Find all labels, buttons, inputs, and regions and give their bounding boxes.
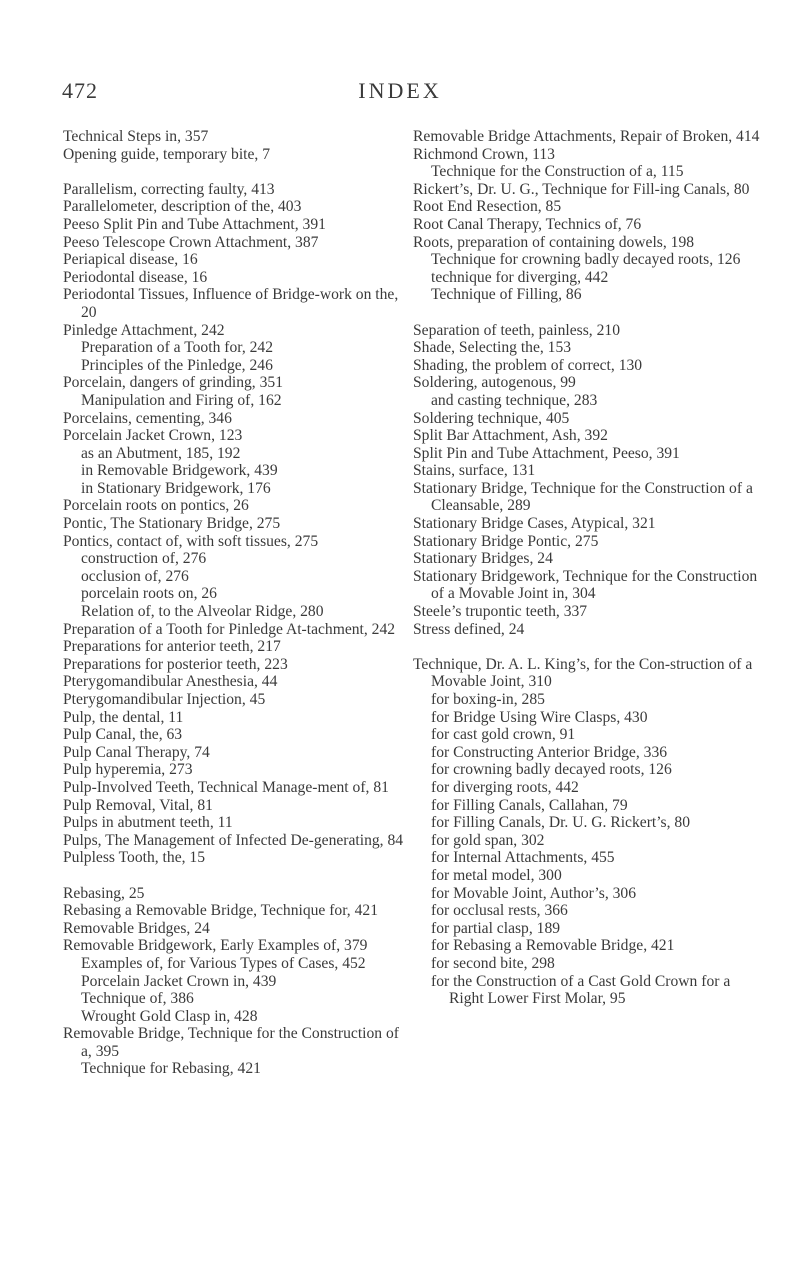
index-entry: Pulps in abutment teeth, 11 [63, 814, 233, 832]
index-entry: Rebasing a Removable Bridge, Technique for, 421 [63, 902, 378, 920]
index-subentry: for partial clasp, 189 [431, 919, 561, 937]
index-entry: Pulpless Tooth, the, 15 [63, 849, 206, 867]
index-subentry: construction of, 276 [81, 550, 207, 568]
index-entry: Porcelain, dangers of grinding, 351 [63, 374, 283, 392]
page-title: INDEX [358, 78, 442, 103]
index-entry: Technical Steps in, 357 [63, 128, 209, 145]
index-subentry: for metal model, 300 [431, 866, 562, 884]
index-subentry: for Constructing Anterior Bridge, 336 [431, 743, 668, 761]
index-entry: Pulps, The Management of Infected De-generating, 84 [63, 831, 404, 849]
index-entry: Pulp Removal, Vital, 81 [63, 796, 213, 814]
index-subentry: Technique for the Construction of a, 115 [431, 163, 684, 181]
index-entry: Pterygomandibular Injection, 45 [63, 691, 266, 708]
index-subentry: Relation of, to the Alveolar Ridge, 280 [81, 603, 324, 621]
index-entry: Pulp-Involved Teeth, Technical Manage-ment of, 81 [63, 778, 389, 796]
index-subentry: for Filling Canals, Dr. U. G. Rickert’s, 80 [431, 814, 691, 832]
index-entry: Stationary Bridge Pontic, 275 [413, 532, 599, 550]
index-subentry: Principles of the Pinledge, 246 [81, 356, 273, 374]
index-entry: Soldering technique, 405 [413, 409, 570, 427]
index-entry: Stationary Bridge Cases, Atypical, 321 [413, 515, 656, 533]
index-entry: Stains, surface, 131 [413, 462, 536, 480]
index-subentry: for second bite, 298 [431, 954, 555, 972]
index-subentry: Technique for Rebasing, 421 [81, 1060, 261, 1078]
index-subentry: and casting technique, 283 [431, 391, 598, 409]
index-subentry: for Filling Canals, Callahan, 79 [431, 796, 628, 814]
index-spacer [63, 163, 408, 181]
index-subentry: for occlusal rests, 366 [431, 902, 568, 920]
index-subentry: for Bridge Using Wire Clasps, 430 [431, 708, 648, 726]
index-entry: Shade, Selecting the, 153 [413, 339, 572, 357]
page-number: 472 [62, 78, 98, 103]
index-entry: Pontics, contact of, with soft tissues, 275 [63, 532, 319, 550]
index-subentry: Examples of, for Various Types of Cases, 452 [81, 954, 366, 972]
index-entry: Preparations for posterior teeth, 223 [63, 655, 288, 673]
index-entry: Peeso Split Pin and Tube Attachment, 391 [63, 215, 326, 233]
index-entry: Removable Bridges, 24 [63, 919, 210, 937]
index-subentry: Manipulation and Firing of, 162 [81, 391, 282, 409]
index-subentry: Technique of Filling, 86 [431, 286, 582, 304]
index-subentry: Wrought Gold Clasp in, 428 [81, 1007, 258, 1025]
index-entry: Preparations for anterior teeth, 217 [63, 638, 281, 656]
index-spacer [413, 304, 765, 322]
index-entry: Stress defined, 24 [413, 620, 525, 638]
index-entry: Roots, preparation of containing dowels, 198 [413, 233, 695, 251]
index-entry: Split Bar Attachment, Ash, 392 [413, 427, 608, 445]
index-subentry: Porcelain Jacket Crown in, 439 [81, 972, 277, 990]
index-entry: Steele’s trupontic teeth, 337 [413, 603, 588, 621]
index-subentry: for Movable Joint, Author’s, 306 [431, 884, 637, 902]
index-subentry: Preparation of a Tooth for, 242 [81, 339, 274, 357]
index-entry: Removable Bridge Attachments, Repair of Broken, 414 [413, 128, 760, 145]
index-subentry: in Removable Bridgework, 439 [81, 462, 278, 480]
index-entry: Parallelometer, description of the, 403 [63, 198, 302, 216]
index-entry: Removable Bridge, Technique for the Construction of a, 395 [63, 1025, 399, 1060]
index-entry: Preparation of a Tooth for Pinledge At-tachment, 242 [63, 620, 396, 638]
index-entry: Pinledge Attachment, 242 [63, 321, 225, 339]
index-entry: Opening guide, temporary bite, 7 [63, 145, 270, 163]
index-entry: Root Canal Therapy, Technics of, 76 [413, 215, 642, 233]
index-entry: Pulp Canal, the, 63 [63, 726, 183, 744]
index-subentry: technique for diverging, 442 [431, 268, 609, 286]
index-subentry: for crowning badly decayed roots, 126 [431, 761, 672, 779]
index-column-left [63, 128, 408, 1078]
index-entry: Periodontal Tissues, Influence of Bridge-work on the, 20 [63, 286, 399, 321]
index-entry: Separation of teeth, painless, 210 [413, 321, 620, 339]
index-entry: Pulp, the dental, 11 [63, 708, 184, 726]
index-entry: Soldering, autogenous, 99 [413, 374, 576, 392]
index-subentry: as an Abutment, 185, 192 [81, 444, 241, 462]
index-entry: Pterygomandibular Anesthesia, 44 [63, 673, 278, 691]
index-entry: Pulp Canal Therapy, 74 [63, 743, 210, 761]
index-subentry: for Internal Attachments, 455 [431, 849, 615, 867]
index-subentry: for boxing-in, 285 [431, 691, 545, 708]
index-entry: Shading, the problem of correct, 130 [413, 356, 643, 374]
index-subentry: for diverging roots, 442 [431, 778, 579, 796]
index-entry: Rickert’s, Dr. U. G., Technique for Fill-ing Canals, 80 [413, 180, 750, 198]
index-entry: Split Pin and Tube Attachment, Peeso, 391 [413, 444, 680, 462]
index-entry: Technique, Dr. A. L. King’s, for the Con-struction of a Movable Joint, 310 [413, 655, 753, 691]
index-entry: Porcelain roots on pontics, 26 [63, 497, 249, 515]
index-subentry: Technique of, 386 [81, 990, 194, 1008]
index-entry: Stationary Bridgework, Technique for the Construction of a Movable Joint in, 304 [413, 567, 758, 603]
index-entry: Rebasing, 25 [63, 884, 145, 902]
index-entry: Pontic, The Stationary Bridge, 275 [63, 515, 281, 533]
index-entry: Root End Resection, 85 [413, 198, 562, 216]
index-subentry: occlusion of, 276 [81, 567, 189, 585]
index-entry: Peeso Telescope Crown Attachment, 387 [63, 233, 319, 251]
index-subentry: Technique for crowning badly decayed roots, 126 [431, 251, 741, 269]
index-entry: Periodontal disease, 16 [63, 268, 208, 286]
index-subentry: for the Construction of a Cast Gold Crown for a Right Lower First Molar, 95 [431, 972, 731, 1008]
index-subentry: for cast gold crown, 91 [431, 726, 576, 744]
index-entry: Stationary Bridge, Technique for the Construction of a Cleansable, 289 [413, 479, 753, 515]
index-entry: Parallelism, correcting faulty, 413 [63, 180, 275, 198]
index-subentry: porcelain roots on, 26 [81, 585, 217, 603]
index-subentry: in Stationary Bridgework, 176 [81, 479, 271, 497]
index-subentry: for gold span, 302 [431, 831, 545, 849]
index-entry: Pulp hyperemia, 273 [63, 761, 193, 779]
index-entry: Richmond Crown, 113 [413, 145, 555, 163]
index-entry: Porcelains, cementing, 346 [63, 409, 232, 427]
index-entry: Removable Bridgework, Early Examples of, 379 [63, 937, 368, 955]
index-entry: Porcelain Jacket Crown, 123 [63, 427, 243, 445]
index-spacer [63, 867, 408, 885]
index-column-right [413, 128, 765, 1008]
index-entry: Periapical disease, 16 [63, 251, 198, 269]
index-spacer [413, 638, 765, 656]
index-subentry: for Rebasing a Removable Bridge, 421 [431, 937, 675, 955]
index-entry: Stationary Bridges, 24 [413, 550, 553, 568]
